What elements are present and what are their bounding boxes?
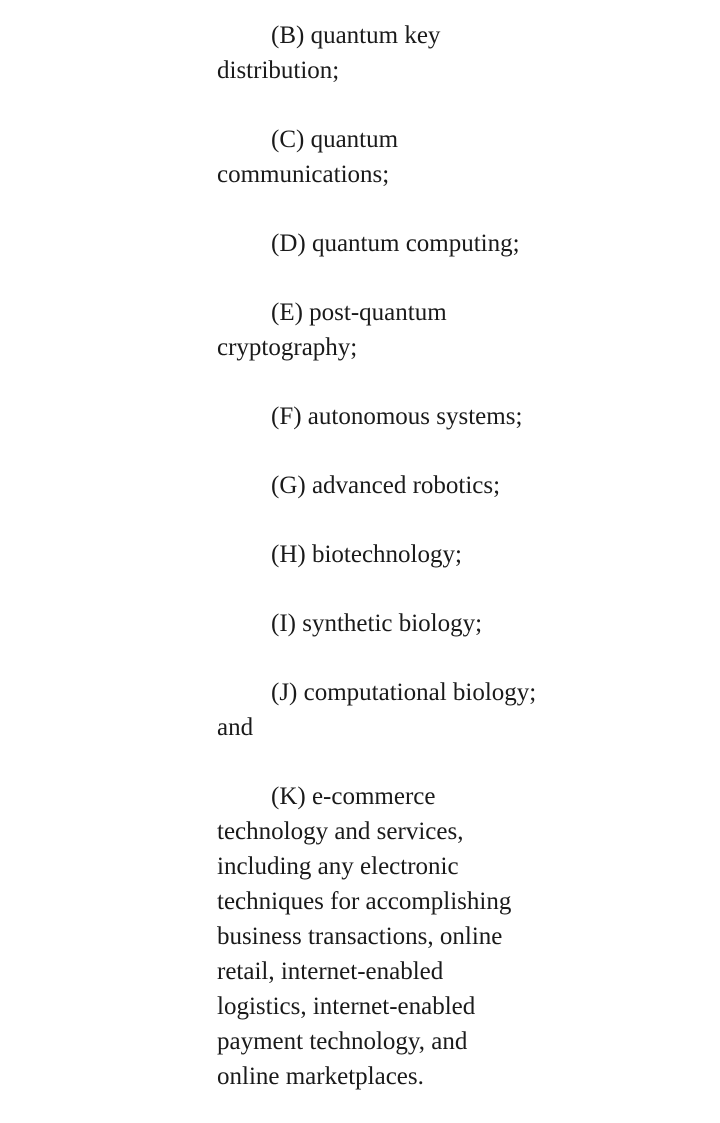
- text-line: business transactions, online: [217, 923, 503, 950]
- text-line: (I) synthetic biology;: [271, 610, 483, 637]
- text-line: (H) biotechnology;: [271, 541, 462, 568]
- text-line: (D) quantum computing;: [271, 230, 520, 257]
- text-line: payment technology, and: [217, 1028, 468, 1055]
- document-page: [217, 18, 637, 1094]
- text-line: (F) autonomous systems;: [271, 403, 523, 430]
- list-item-c: [217, 122, 637, 192]
- list-item-d: [217, 226, 637, 261]
- text-line: logistics, internet-enabled: [217, 993, 476, 1020]
- text-line: and: [217, 714, 254, 741]
- text-line: including any electronic: [217, 853, 459, 880]
- text-line: (G) advanced robotics;: [271, 472, 501, 499]
- text-line: communications;: [217, 161, 390, 188]
- list-item-f: [217, 399, 637, 434]
- list-item-h: [217, 537, 637, 572]
- text-line: technology and services,: [217, 818, 464, 845]
- list-item-b: [217, 18, 637, 88]
- list-item-j: [217, 675, 637, 745]
- text-line: (B) quantum key: [271, 22, 441, 49]
- text-line: (E) post-quantum: [271, 299, 447, 326]
- text-line: techniques for accomplishing: [217, 888, 512, 915]
- list-item-k: [217, 779, 637, 1094]
- list-item-e: [217, 295, 637, 365]
- text-line: cryptography;: [217, 334, 358, 361]
- text-line: (C) quantum: [271, 126, 399, 153]
- list-item-g: [217, 468, 637, 503]
- text-line: (J) computational biology;: [271, 679, 537, 706]
- list-item-i: [217, 606, 637, 641]
- text-line: (K) e-commerce: [271, 783, 436, 810]
- text-line: online marketplaces.: [217, 1063, 424, 1090]
- text-line: retail, internet-enabled: [217, 958, 444, 985]
- text-line: distribution;: [217, 57, 340, 84]
